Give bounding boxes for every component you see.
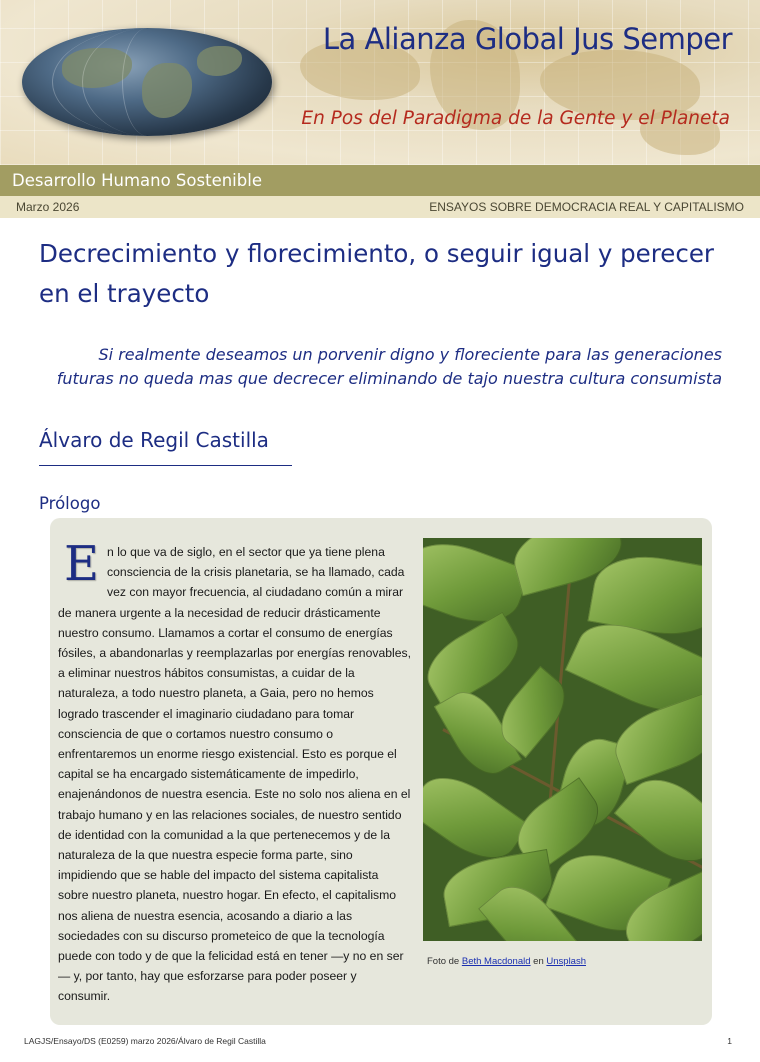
publication-date: Marzo 2026 — [16, 200, 80, 214]
section-heading: Prólogo — [39, 494, 101, 513]
body-paragraph — [58, 536, 412, 1007]
photo-caption — [427, 956, 586, 967]
body-text: n lo que va de siglo, en el sector que ya tiene plena consciencia de la crisis planetaria, se ha llamado, cada vez con mayor frecuencia, al ciudadano común a mirar de manera urgente a la necesidad de reducir drásticamente nuestro consumo. Llamamos a cortar el consumo de energías fósiles, a abandonarlas y reemplazarlas por energías renovables, a eliminar nuestros hábitos consumistas, a cuidar de la naturaleza, a todo nuestro planeta, a Gaia, pero no hemos logrado trascender el imaginario ciudadano para tomar consciencia de que o cortamos nuestro consumo o enfrentaremos un enorme riesgo existencial. Esto es porque el capital se ha encargado sistemáticamente de impedirlo, enajenándonos de nuestra esencia. Este no solo nos aliena en el trabajo humano y en las relaciones sociales, de nuestro sentido de identidad con la comunidad a la que pertenecemos y de la naturaleza de la que nuestra especie forma parte, sino impidiendo que se hable del impacto del sistema capitalista sobre nuestro planeta, nuestro hogar. En efecto, el capitalismo nos aliena de nuestra esencia, acosando a diario a las sociedades con su discurso prometeico de que la tecnología puede con todo y de que la felicidad está en tener —y no en ser— y, por tanto, hay que esforzarse para poder poseer y consumir. — [58, 545, 411, 1004]
series-label: ENSAYOS SOBRE DEMOCRACIA REAL Y CAPITALISMO — [429, 200, 744, 214]
date-bar — [0, 196, 760, 218]
leaf-photo — [423, 538, 702, 941]
unsplash-link[interactable]: Unsplash — [546, 956, 586, 967]
article-title: Decrecimiento y florecimiento, o seguir igual y perecer en el trayecto — [39, 239, 714, 308]
globe-image — [22, 28, 272, 136]
site-title: La Alianza Global Jus Semper — [322, 22, 732, 56]
footer-reference: LAGJS/Ensayo/DS (E0259) marzo 2026/Álvaro de Regil Castilla — [24, 1036, 266, 1046]
article-author: Álvaro de Regil Castilla — [39, 428, 269, 452]
site-tagline: En Pos del Paradigma de la Gente y el Planeta — [301, 108, 730, 129]
page-number: 1 — [727, 1036, 732, 1046]
photographer-link[interactable]: Beth Macdonald — [461, 956, 531, 967]
header-banner — [0, 0, 760, 165]
drop-cap: E — [64, 536, 100, 592]
article-subtitle: Si realmente deseamos un porvenir digno y floreciente para las generaciones futuras no queda mas que decrecer eliminando de tajo nuestra cultura consumista — [56, 345, 722, 388]
section-label: Desarrollo Humano Sostenible — [0, 165, 760, 196]
caption-middle: en — [530, 956, 547, 967]
author-divider — [39, 465, 292, 466]
caption-prefix: Foto de — [427, 956, 462, 967]
